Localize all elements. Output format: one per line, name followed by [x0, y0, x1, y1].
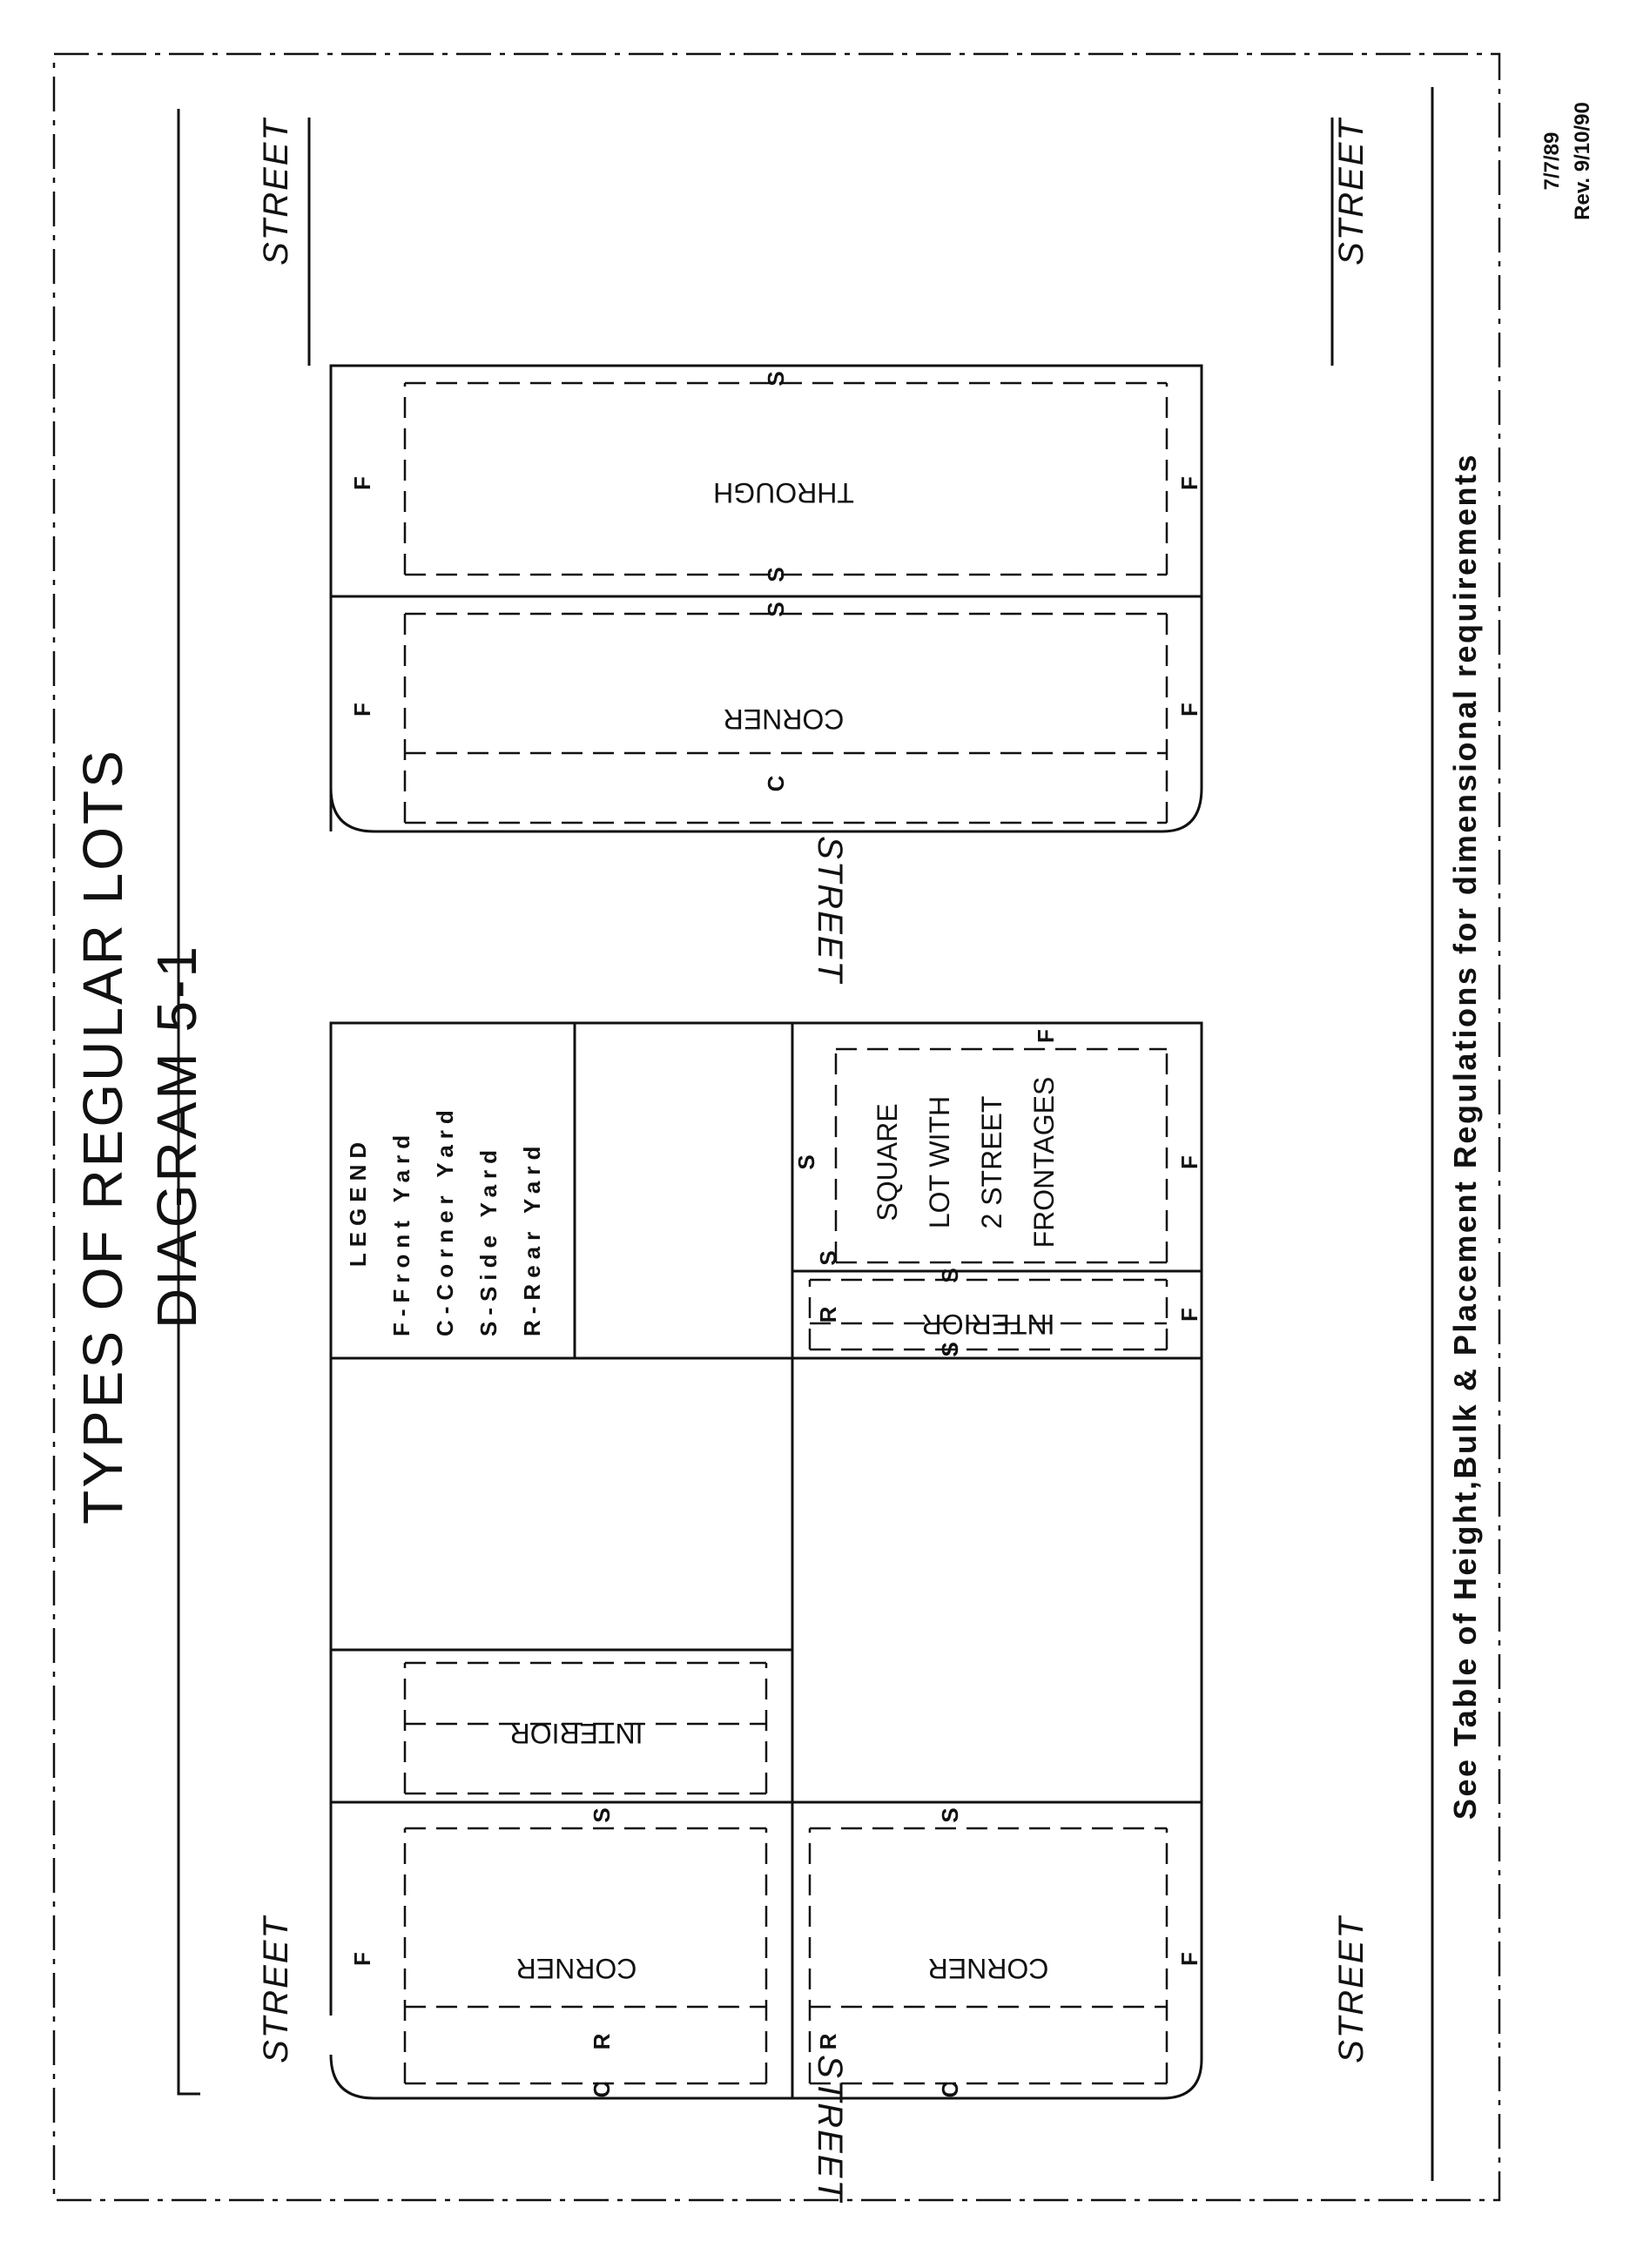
date-original: 7/7/89	[1540, 131, 1564, 191]
lower-corner-c: C	[937, 2081, 963, 2098]
date-revised: Rev. 9/10/90	[1571, 102, 1594, 220]
upper-corner-lot-label: CORNER	[515, 1953, 637, 1984]
right-corner-f-bottom: F	[1176, 703, 1202, 717]
right-corner-lot-label: CORNER	[723, 703, 845, 735]
page-title: TYPES OF REGULAR LOTS	[71, 748, 134, 1524]
square-lot-f-right: F	[1033, 1029, 1059, 1043]
square-lot-line-2: LOT WITH	[924, 1095, 955, 1229]
lower-interior-r: R	[815, 1306, 841, 1323]
lower-interior-lot-label: INTERIOR	[921, 1309, 1055, 1340]
through-f-bottom: F	[1176, 476, 1202, 490]
right-corner-c: C	[763, 775, 789, 792]
street-label-cross-middle: STREET	[811, 836, 849, 984]
through-s-left: S	[763, 567, 789, 582]
right-corner-s: S	[763, 602, 789, 617]
lower-corner-lot-label: CORNER	[927, 1953, 1049, 1984]
through-lot-label: THROUGH	[713, 477, 854, 508]
block-right-outline	[331, 366, 1202, 831]
legend-heading: LEGEND	[345, 1135, 371, 1268]
legend-item-rear: R-Rear Yard	[519, 1140, 545, 1336]
upper-corner-c: C	[589, 2081, 615, 2098]
through-f-top: F	[349, 476, 375, 490]
lower-interior-f: F	[1176, 1308, 1202, 1322]
lower-corner-r: R	[815, 2033, 841, 2050]
legend-item-side: S-Side Yard	[475, 1143, 502, 1336]
right-corner-f-top: F	[349, 703, 375, 717]
street-label-bottom-left: STREET	[1332, 1915, 1371, 2063]
square-lot-line-3: 2 STREET	[976, 1095, 1007, 1229]
square-lot-s-left: S	[815, 1250, 841, 1266]
square-lot-line-4: FRONTAGES	[1028, 1076, 1060, 1248]
street-label-bottom-right: STREET	[1332, 118, 1371, 266]
square-lot-line-1: SQUARE	[872, 1103, 903, 1221]
legend-item-corner: C-Corner Yard	[432, 1104, 458, 1336]
upper-corner-s: S	[589, 1807, 615, 1823]
street-label-top-left: STREET	[257, 1915, 295, 2063]
square-lot-s-bottom: S	[793, 1154, 819, 1170]
lower-interior-s-right: S	[937, 1268, 963, 1283]
square-lot-f-top: F	[1176, 1155, 1202, 1169]
block-left-outline	[331, 1023, 1202, 2098]
upper-corner-r: R	[589, 2033, 615, 2050]
through-s-right: S	[763, 371, 789, 387]
upper-interior-lot-label: INTERIOR	[509, 1718, 643, 1749]
lower-interior-s-left: S	[937, 1342, 963, 1357]
street-label-top-right: STREET	[257, 118, 295, 266]
footnote: See Table of Height,Bulk & Placement Regulations for dimensional requirements	[1447, 452, 1483, 1820]
street-label-cross-left: STREET	[811, 2055, 849, 2203]
page-subtitle: DIAGRAM 5-1	[145, 944, 208, 1329]
legend-item-front: F-Front Yard	[388, 1128, 414, 1336]
upper-corner-f: F	[349, 1952, 375, 1966]
lower-corner-f: F	[1176, 1952, 1202, 1966]
lower-corner-s: S	[937, 1807, 963, 1823]
